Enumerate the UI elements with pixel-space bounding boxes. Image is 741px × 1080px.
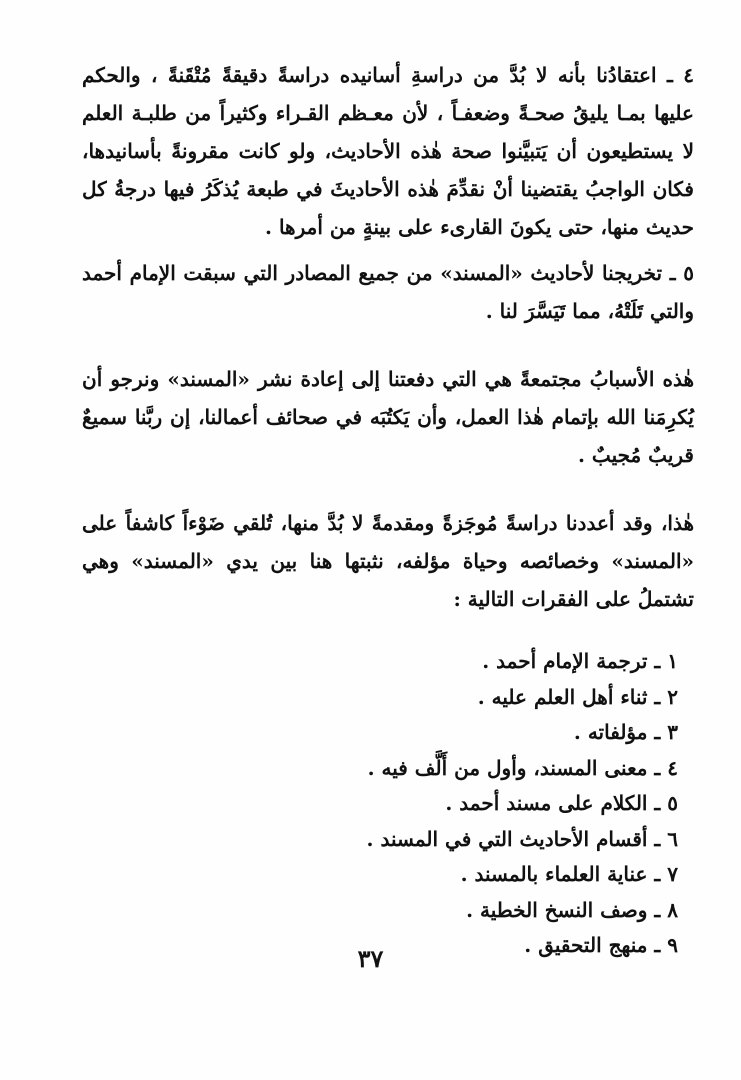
list-item: ٦ ـ أقسام الأحاديث التي في المسند . — [366, 826, 678, 851]
list-item: ٣ ـ مؤلفاته . — [573, 720, 678, 744]
list-item: ٧ ـ عناية العلماء بالمسند . — [460, 862, 678, 886]
spacer — [82, 246, 694, 254]
spacer — [82, 330, 694, 360]
reasons-paragraph: هٰذه الأسبابُ مجتمعةً هي التي دفعتنا إلى إعادة نشر «المسند» ونرجو أن يُكرِمَنا الله بإتمام هٰذا العمل، وأن يَكتُبَه في صحائف أعمالنا، إن ربَّنا سميعٌ قريبٌ مُجيبٌ . — [82, 367, 694, 467]
point-4-paragraph: ٤ ـ اعتقادُنا بأنه لا بُدَّ من دراسةِ أسانيده دراسةً دقيقةً مُتْقَنةً ، والحكم عليها بمـا يليقُ صحـةً وضعفـاً ، لأن معـظم القـراء وكثيراً من طلبـة العلم لا يستطيعون أن يَتبيَّنوا صحة هٰذه الأحاديث، ولو كانت مقرونةً بأسانيدها، فكان الواجبُ يقتضينا أنْ نقدِّمَ هٰذه الأحاديثَ في طبعة يُذكَرُ فيها درجةُ كل حديث منها، حتى يكونَ القارىء على بينةٍ من أمرها . — [82, 63, 694, 239]
list-item: ٥ ـ الكلام على مسند أحمد . — [445, 791, 678, 815]
list-item: ٤ ـ معنى المسند، وأول من أَلَّف فيه . — [367, 755, 678, 780]
list-item: ٩ ـ منهج التحقيق . — [524, 933, 678, 957]
sections-list — [82, 644, 694, 964]
spacer — [82, 618, 694, 644]
point-5-paragraph: ٥ ـ تخريجنا لأحاديث «المسند» من جميع المصادر التي سبقت الإمام أحمد والتي تَلَتْهُ، مما تَيَسَّرَ لنا . — [82, 261, 694, 323]
list-item: ١ ـ ترجمة الإمام أحمد . — [482, 649, 678, 673]
page-body — [82, 56, 694, 964]
list-item: ٢ ـ ثناء أهل العلم عليه . — [477, 684, 678, 709]
spacer — [82, 474, 694, 504]
list-item: ٨ ـ وصف النسخ الخطية . — [466, 897, 678, 922]
intro-paragraph: هٰذا، وقد أعددنا دراسةً مُوجَزةً ومقدمةً لا بُدَّ منها، تُلقي ضَوْءاً كاشفاً على «المسند» وخصائصه وحياة مؤلفه، نثبتها هنا بين يدي «المسند» وهي تشتملُ على الفقرات التالية : — [82, 511, 694, 611]
page-number: ٣٧ — [357, 944, 384, 973]
